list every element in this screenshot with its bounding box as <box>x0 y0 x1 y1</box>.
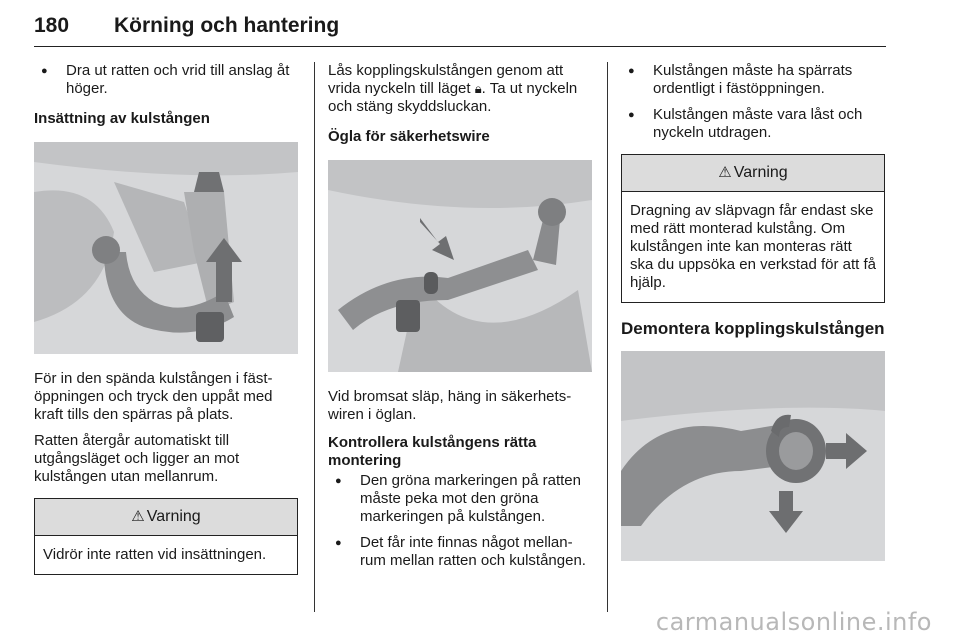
page-header <box>34 6 886 47</box>
section-heading: Insättning av kulstången <box>34 110 210 127</box>
warning-triangle-icon: ⚠ <box>718 164 732 181</box>
warning-header <box>35 499 297 536</box>
section-heading: Demontera kopplingskulstången <box>621 319 885 338</box>
warning-triangle-icon: ⚠ <box>131 508 145 525</box>
bullet-item: ● Den gröna markeringen på ratten måste peka mot den gröna markeringen på kulstången. <box>328 472 592 526</box>
column-2 <box>328 62 592 578</box>
chapter-title: Körning och hantering <box>114 14 340 37</box>
paragraph-text: . Ta ut nyckeln och stäng skyddsluckan. <box>328 80 578 115</box>
warning-text: Vidrör inte ratten vid insättningen. <box>43 546 267 563</box>
column-divider <box>314 62 315 612</box>
figure-remove-towbar <box>621 351 885 561</box>
column-1 <box>34 62 298 583</box>
column-divider <box>607 62 608 612</box>
paragraph: För in den spända kulstången i fäst-öppningen och tryck den uppåt med kraft tills den spärras på plats. <box>34 370 273 423</box>
section-heading: Ögla för säkerhetswire <box>328 128 490 145</box>
warning-title: Varning <box>146 508 201 525</box>
bullet-item: ● Kulstången måste vara låst och nyckeln utdragen. <box>621 106 885 142</box>
paragraph <box>328 62 592 116</box>
column-3 <box>621 62 885 577</box>
warning-box <box>34 498 298 575</box>
warning-text: Dragning av släpvagn får endast ske med rätt monterad kulstång. Om kulstången inte kan monteras rätt ska du uppsöka en verkstad för att få hjälp. <box>630 202 876 291</box>
bullet-item: ● Dra ut ratten och vrid till anslag åt höger. <box>34 62 298 98</box>
watermark: carmanualsonline.info <box>655 608 932 636</box>
section-heading: Kontrollera kulstångens rätta montering <box>328 434 537 469</box>
paragraph-text: Lås kopplingskulstången genom att vrida nyckeln till läget <box>328 62 564 97</box>
lock-closed-icon: 🔒︎ <box>474 81 482 96</box>
warning-header <box>622 155 884 192</box>
figure-safety-wire-loop <box>328 160 592 372</box>
figure-insert-towbar <box>34 142 298 354</box>
warning-box <box>621 154 885 303</box>
warning-title: Varning <box>733 164 788 181</box>
bullet-item: ● Kulstången måste ha spärrats ordentligt i fästöppningen. <box>621 62 885 98</box>
bullet-item: ● Det får inte finnas något mellan-rum mellan ratten och kulstången. <box>328 534 592 570</box>
paragraph: Ratten återgår automatiskt till utgångsläget och ligger an mot kulstången utan mellanrum. <box>34 432 240 485</box>
page-number: 180 <box>34 14 70 37</box>
paragraph: Vid bromsat släp, häng in säkerhets-wiren i öglan. <box>328 388 572 423</box>
